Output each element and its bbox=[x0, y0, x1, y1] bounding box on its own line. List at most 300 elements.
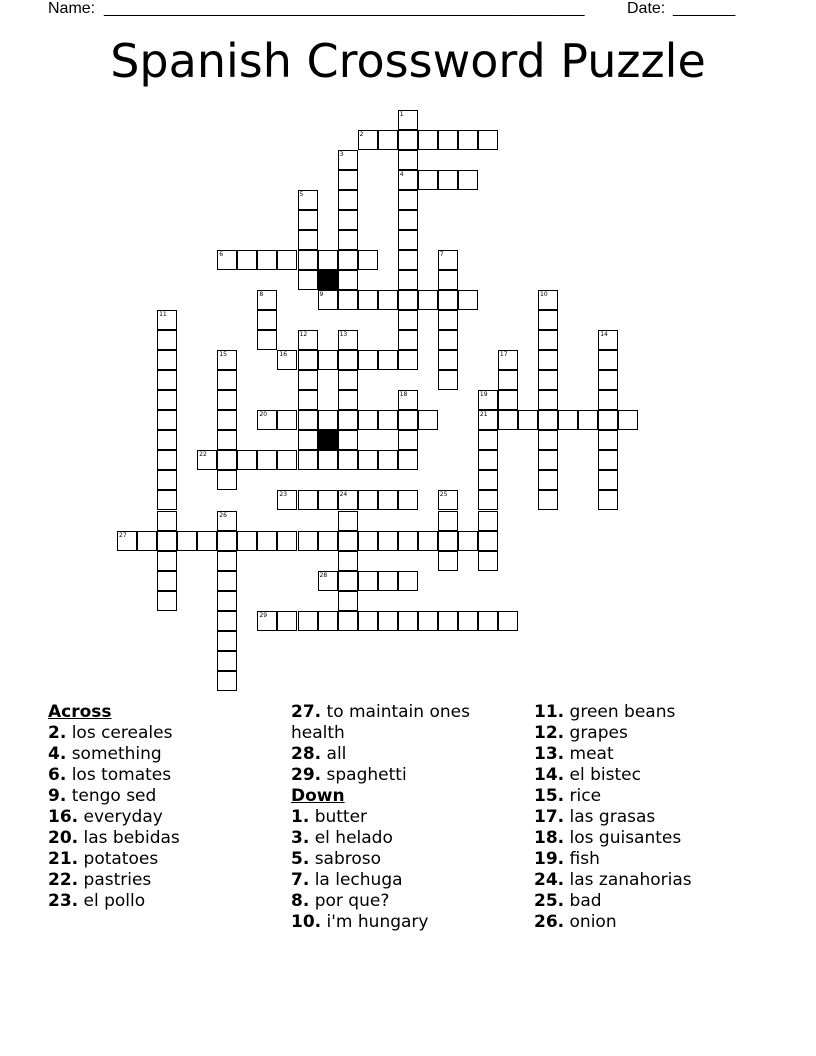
grid-cell[interactable] bbox=[418, 611, 438, 631]
grid-cell[interactable] bbox=[478, 410, 498, 430]
cell-number: 11 bbox=[159, 311, 167, 318]
grid-cell[interactable] bbox=[478, 611, 498, 631]
grid-cell[interactable] bbox=[318, 290, 338, 310]
grid-cell[interactable] bbox=[257, 250, 277, 270]
grid-cell[interactable] bbox=[217, 511, 237, 531]
grid-cell[interactable] bbox=[538, 290, 558, 310]
down-clue bbox=[291, 891, 521, 912]
down-clue bbox=[291, 807, 521, 828]
grid-cell[interactable] bbox=[378, 410, 398, 430]
grid-cell[interactable] bbox=[298, 531, 318, 551]
grid-cell[interactable] bbox=[478, 551, 498, 571]
cell-number: 24 bbox=[339, 491, 348, 499]
grid-cell[interactable] bbox=[438, 611, 458, 631]
clue-text: el bistec bbox=[569, 765, 641, 785]
clue-text: bad bbox=[569, 891, 602, 911]
down-clue bbox=[291, 870, 521, 891]
grid-cell[interactable] bbox=[217, 430, 237, 450]
grid-cell[interactable] bbox=[358, 290, 378, 310]
grid-cell[interactable] bbox=[438, 511, 458, 531]
clue-number: 23. bbox=[48, 891, 79, 911]
grid-cell[interactable] bbox=[298, 430, 318, 450]
clue-number: 5. bbox=[291, 849, 310, 869]
grid-cell[interactable] bbox=[598, 370, 618, 390]
grid-cell[interactable] bbox=[277, 450, 297, 470]
grid-cell[interactable] bbox=[478, 130, 498, 150]
grid-cell[interactable] bbox=[338, 150, 358, 170]
clue-number: 10. bbox=[291, 912, 322, 932]
grid-cell[interactable] bbox=[438, 490, 458, 510]
grid-cell[interactable] bbox=[378, 611, 398, 631]
cell-number: 28 bbox=[319, 571, 328, 579]
clue-text: grapes bbox=[569, 723, 628, 743]
grid-cell[interactable] bbox=[498, 611, 518, 631]
grid-cell[interactable] bbox=[398, 330, 418, 350]
grid-cell[interactable] bbox=[157, 350, 177, 370]
clue-text: i'm hungary bbox=[326, 912, 429, 932]
grid-cell[interactable] bbox=[578, 410, 598, 430]
grid-cell[interactable] bbox=[318, 531, 338, 551]
down-clue bbox=[291, 849, 521, 870]
grid-cell[interactable] bbox=[117, 531, 137, 551]
grid-cell[interactable] bbox=[358, 250, 378, 270]
grid-cell[interactable] bbox=[157, 490, 177, 510]
cell-number: 23 bbox=[279, 491, 288, 499]
clue-number: 20. bbox=[48, 828, 79, 848]
grid-cell[interactable] bbox=[598, 450, 618, 470]
grid-cell[interactable] bbox=[538, 410, 558, 430]
grid-cell[interactable] bbox=[538, 310, 558, 330]
clues-column-1 bbox=[48, 702, 278, 912]
grid-cell[interactable] bbox=[318, 571, 338, 591]
grid-cell[interactable] bbox=[257, 330, 277, 350]
clue-text: everyday bbox=[83, 807, 163, 827]
grid-cell[interactable] bbox=[378, 450, 398, 470]
grid-cell[interactable] bbox=[318, 490, 338, 510]
grid-cell[interactable] bbox=[157, 511, 177, 531]
down-clue bbox=[534, 723, 764, 744]
grid-cell[interactable] bbox=[217, 390, 237, 410]
cell-number: 16 bbox=[279, 351, 288, 359]
clue-text: to maintain ones health bbox=[291, 702, 470, 743]
grid-cell[interactable] bbox=[438, 350, 458, 370]
grid-cell[interactable] bbox=[298, 390, 318, 410]
grid-cell[interactable] bbox=[418, 290, 438, 310]
grid-cell[interactable] bbox=[518, 410, 538, 430]
grid-cell[interactable] bbox=[458, 290, 478, 310]
grid-cell[interactable] bbox=[217, 470, 237, 490]
clue-number: 17. bbox=[534, 807, 565, 827]
grid-cell[interactable] bbox=[438, 551, 458, 571]
grid-cell[interactable] bbox=[338, 571, 358, 591]
grid-cell[interactable] bbox=[558, 410, 578, 430]
across-clue bbox=[291, 702, 521, 744]
grid-cell[interactable] bbox=[298, 210, 318, 230]
grid-cell[interactable] bbox=[398, 170, 418, 190]
grid-cell[interactable] bbox=[298, 270, 318, 290]
grid-cell[interactable] bbox=[478, 531, 498, 551]
grid-cell[interactable] bbox=[398, 230, 418, 250]
grid-cell[interactable] bbox=[157, 330, 177, 350]
grid-cell[interactable] bbox=[217, 551, 237, 571]
clue-text: rice bbox=[569, 786, 602, 806]
grid-cell[interactable] bbox=[598, 350, 618, 370]
grid-cell[interactable] bbox=[378, 350, 398, 370]
grid-cell[interactable] bbox=[338, 270, 358, 290]
cell-number: 4 bbox=[399, 170, 404, 178]
grid-cell[interactable] bbox=[338, 230, 358, 250]
grid-cell[interactable] bbox=[257, 531, 277, 551]
across-heading: Across bbox=[48, 702, 112, 722]
grid-cell[interactable] bbox=[598, 430, 618, 450]
clue-text: las grasas bbox=[569, 807, 656, 827]
grid-cell[interactable] bbox=[538, 370, 558, 390]
grid-cell[interactable] bbox=[277, 531, 297, 551]
grid-cell[interactable] bbox=[157, 450, 177, 470]
grid-cell[interactable] bbox=[237, 531, 257, 551]
grid-cell[interactable] bbox=[458, 531, 478, 551]
grid-cell[interactable] bbox=[157, 370, 177, 390]
grid-cell[interactable] bbox=[478, 450, 498, 470]
grid-cell[interactable] bbox=[197, 531, 217, 551]
cell-number: 12 bbox=[299, 331, 308, 339]
grid-cell[interactable] bbox=[398, 430, 418, 450]
grid-cell[interactable] bbox=[398, 531, 418, 551]
grid-cell[interactable] bbox=[157, 410, 177, 430]
grid-cell[interactable] bbox=[498, 410, 518, 430]
clue-number: 26. bbox=[534, 912, 565, 932]
grid-cell[interactable] bbox=[498, 390, 518, 410]
grid-cell[interactable] bbox=[358, 571, 378, 591]
grid-cell[interactable] bbox=[418, 170, 438, 190]
grid-cell[interactable] bbox=[598, 410, 618, 430]
grid-cell[interactable] bbox=[157, 591, 177, 611]
grid-cell[interactable] bbox=[237, 250, 257, 270]
grid-cell[interactable] bbox=[217, 410, 237, 430]
clue-text: sabroso bbox=[314, 849, 382, 869]
grid-cell[interactable] bbox=[538, 430, 558, 450]
grid-cell[interactable] bbox=[538, 350, 558, 370]
grid-cell[interactable] bbox=[418, 410, 438, 430]
grid-cell[interactable] bbox=[378, 490, 398, 510]
grid-cell[interactable] bbox=[298, 450, 318, 470]
grid-cell[interactable] bbox=[277, 410, 297, 430]
grid-cell[interactable] bbox=[277, 490, 297, 510]
cell-number: 18 bbox=[399, 391, 408, 399]
grid-cell[interactable] bbox=[338, 611, 358, 631]
grid-cell[interactable] bbox=[418, 130, 438, 150]
clue-number: 25. bbox=[534, 891, 565, 911]
clue-number: 19. bbox=[534, 849, 565, 869]
across-clue bbox=[48, 744, 278, 765]
grid-cell[interactable] bbox=[338, 250, 358, 270]
grid-cell[interactable] bbox=[157, 310, 177, 330]
clue-number: 7. bbox=[291, 870, 310, 890]
down-clue bbox=[534, 912, 764, 933]
across-clue bbox=[48, 849, 278, 870]
clue-text: el pollo bbox=[83, 891, 146, 911]
grid-cell[interactable] bbox=[298, 190, 318, 210]
grid-cell[interactable] bbox=[257, 290, 277, 310]
grid-cell[interactable] bbox=[217, 350, 237, 370]
grid-cell[interactable] bbox=[378, 571, 398, 591]
grid-cell[interactable] bbox=[177, 531, 197, 551]
grid-cell[interactable] bbox=[538, 490, 558, 510]
grid-cell[interactable] bbox=[458, 130, 478, 150]
down-clue bbox=[534, 891, 764, 912]
clue-text: butter bbox=[314, 807, 368, 827]
grid-cell[interactable] bbox=[398, 490, 418, 510]
grid-cell[interactable] bbox=[318, 450, 338, 470]
grid-cell[interactable] bbox=[157, 470, 177, 490]
clue-text: green beans bbox=[569, 702, 676, 722]
grid-cell[interactable] bbox=[438, 250, 458, 270]
grid-cell[interactable] bbox=[318, 410, 338, 430]
grid-cell[interactable] bbox=[598, 470, 618, 490]
grid-cell[interactable] bbox=[398, 410, 418, 430]
grid-cell[interactable] bbox=[338, 531, 358, 551]
grid-cell[interactable] bbox=[398, 390, 418, 410]
date-field[interactable]: _______ bbox=[673, 0, 736, 17]
across-clue bbox=[48, 723, 278, 744]
grid-cell[interactable] bbox=[358, 410, 378, 430]
down-clue bbox=[534, 828, 764, 849]
grid-cell[interactable] bbox=[458, 170, 478, 190]
grid-cell[interactable] bbox=[338, 330, 358, 350]
cell-number: 29 bbox=[259, 611, 268, 619]
grid-cell[interactable] bbox=[398, 150, 418, 170]
grid-cell[interactable] bbox=[438, 330, 458, 350]
grid-cell[interactable] bbox=[338, 410, 358, 430]
clue-text: potatoes bbox=[83, 849, 159, 869]
grid-cell[interactable] bbox=[217, 631, 237, 651]
grid-cell[interactable] bbox=[157, 571, 177, 591]
clue-text: la lechuga bbox=[314, 870, 403, 890]
grid-cell[interactable] bbox=[157, 430, 177, 450]
cell-number: 13 bbox=[339, 331, 348, 339]
grid-cell[interactable] bbox=[277, 350, 297, 370]
grid-cell[interactable] bbox=[217, 671, 237, 691]
grid-cell[interactable] bbox=[358, 490, 378, 510]
across-clue bbox=[48, 870, 278, 891]
grid-cell[interactable] bbox=[538, 330, 558, 350]
grid-cell[interactable] bbox=[157, 551, 177, 571]
clue-text: meat bbox=[569, 744, 614, 764]
name-label: Name: bbox=[48, 0, 96, 17]
grid-cell[interactable] bbox=[338, 591, 358, 611]
grid-cell[interactable] bbox=[438, 370, 458, 390]
across-clue bbox=[48, 828, 278, 849]
down-clue bbox=[534, 849, 764, 870]
down-clue bbox=[291, 912, 521, 933]
clues-column-2 bbox=[291, 702, 521, 933]
grid-cell[interactable] bbox=[398, 290, 418, 310]
grid-cell[interactable] bbox=[338, 490, 358, 510]
grid-cell[interactable] bbox=[338, 511, 358, 531]
grid-cell[interactable] bbox=[438, 290, 458, 310]
grid-cell[interactable] bbox=[137, 531, 157, 551]
down-clue-list-continued bbox=[534, 702, 764, 933]
cell-number: 10 bbox=[540, 291, 548, 298]
grid-cell[interactable] bbox=[277, 250, 297, 270]
across-clue-list bbox=[48, 723, 278, 912]
grid-cell[interactable] bbox=[298, 410, 318, 430]
grid-cell[interactable] bbox=[298, 370, 318, 390]
grid-cell[interactable] bbox=[237, 450, 257, 470]
grid-cell[interactable] bbox=[217, 591, 237, 611]
grid-cell[interactable] bbox=[478, 470, 498, 490]
grid-cell[interactable] bbox=[398, 270, 418, 290]
grid-cell[interactable] bbox=[257, 410, 277, 430]
cell-number: 8 bbox=[259, 291, 264, 298]
grid-cell[interactable] bbox=[318, 350, 338, 370]
down-clue bbox=[534, 765, 764, 786]
clue-text: los guisantes bbox=[569, 828, 682, 848]
grid-cell[interactable] bbox=[438, 310, 458, 330]
down-clue-list bbox=[291, 807, 521, 933]
grid-cell[interactable] bbox=[538, 390, 558, 410]
grid-cell[interactable] bbox=[398, 210, 418, 230]
name-field[interactable]: ______________________________________________________ bbox=[104, 0, 585, 17]
grid-cell[interactable] bbox=[398, 190, 418, 210]
down-heading: Down bbox=[291, 786, 345, 806]
grid-cell[interactable] bbox=[498, 370, 518, 390]
grid-cell[interactable] bbox=[458, 611, 478, 631]
grid-cell[interactable] bbox=[398, 310, 418, 330]
grid-cell[interactable] bbox=[358, 450, 378, 470]
grid-cell[interactable] bbox=[398, 571, 418, 591]
down-clue bbox=[291, 828, 521, 849]
clues-column-3 bbox=[534, 702, 764, 933]
grid-cell[interactable] bbox=[338, 450, 358, 470]
grid-cell[interactable] bbox=[277, 611, 297, 631]
grid-cell[interactable] bbox=[217, 531, 237, 551]
grid-cell[interactable] bbox=[217, 370, 237, 390]
grid-cell[interactable] bbox=[378, 531, 398, 551]
clue-number: 4. bbox=[48, 744, 67, 764]
grid-cell[interactable] bbox=[538, 450, 558, 470]
grid-cell[interactable] bbox=[358, 130, 378, 150]
grid-cell[interactable] bbox=[298, 490, 318, 510]
grid-cell[interactable] bbox=[338, 170, 358, 190]
grid-cell[interactable] bbox=[378, 130, 398, 150]
grid-cell[interactable] bbox=[157, 531, 177, 551]
grid-cell[interactable] bbox=[598, 330, 618, 350]
grid-cell[interactable] bbox=[478, 490, 498, 510]
grid-cell[interactable] bbox=[338, 290, 358, 310]
grid-cell[interactable] bbox=[217, 651, 237, 671]
grid-cell[interactable] bbox=[438, 170, 458, 190]
grid-cell[interactable] bbox=[338, 190, 358, 210]
grid-cell[interactable] bbox=[338, 370, 358, 390]
clue-number: 2. bbox=[48, 723, 67, 743]
grid-cell[interactable] bbox=[318, 250, 338, 270]
grid-cell[interactable] bbox=[498, 350, 518, 370]
grid-cell[interactable] bbox=[538, 470, 558, 490]
grid-cell[interactable] bbox=[298, 350, 318, 370]
grid-cell[interactable] bbox=[478, 390, 498, 410]
cell-number: 2 bbox=[359, 130, 364, 138]
cell-number: 25 bbox=[439, 491, 448, 499]
grid-cell[interactable] bbox=[318, 611, 338, 631]
grid-cell[interactable] bbox=[598, 390, 618, 410]
cell-number: 6 bbox=[219, 250, 224, 258]
grid-cell[interactable] bbox=[398, 250, 418, 270]
grid-cell[interactable] bbox=[478, 430, 498, 450]
clue-number: 16. bbox=[48, 807, 79, 827]
clue-text: spaghetti bbox=[326, 765, 407, 785]
clue-number: 1. bbox=[291, 807, 310, 827]
grid-cell[interactable] bbox=[197, 450, 217, 470]
clue-number: 12. bbox=[534, 723, 565, 743]
cell-number: 14 bbox=[600, 331, 608, 339]
clue-text: all bbox=[326, 744, 347, 764]
cell-number: 5 bbox=[299, 190, 304, 198]
grid-cell[interactable] bbox=[257, 450, 277, 470]
grid-cell[interactable] bbox=[298, 330, 318, 350]
clue-number: 27. bbox=[291, 702, 322, 722]
clue-number: 15. bbox=[534, 786, 565, 806]
cell-number: 26 bbox=[219, 511, 227, 519]
clue-text: something bbox=[71, 744, 162, 764]
grid-cell[interactable] bbox=[217, 250, 237, 270]
grid-cell[interactable] bbox=[598, 490, 618, 510]
cell-number: 3 bbox=[339, 150, 344, 158]
grid-cell[interactable] bbox=[217, 450, 237, 470]
grid-cell[interactable] bbox=[438, 270, 458, 290]
grid-cell[interactable] bbox=[298, 230, 318, 250]
grid-cell[interactable] bbox=[438, 531, 458, 551]
grid-cell[interactable] bbox=[378, 290, 398, 310]
grid-cell[interactable] bbox=[338, 551, 358, 571]
grid-cell[interactable] bbox=[618, 410, 638, 430]
clue-number: 9. bbox=[48, 786, 67, 806]
cell-number: 22 bbox=[199, 451, 207, 459]
grid-cell[interactable] bbox=[398, 450, 418, 470]
down-clue bbox=[534, 807, 764, 828]
grid-cell[interactable] bbox=[358, 350, 378, 370]
grid-cell[interactable] bbox=[217, 611, 237, 631]
down-clue bbox=[534, 702, 764, 723]
clue-text: pastries bbox=[83, 870, 152, 890]
grid-cell[interactable] bbox=[398, 611, 418, 631]
cell-number: 20 bbox=[259, 411, 268, 419]
grid-cell[interactable] bbox=[257, 611, 277, 631]
clue-number: 22. bbox=[48, 870, 79, 890]
clue-number: 6. bbox=[48, 765, 67, 785]
grid-cell[interactable] bbox=[217, 571, 237, 591]
grid-cell[interactable] bbox=[338, 390, 358, 410]
grid-cell[interactable] bbox=[418, 531, 438, 551]
grid-cell[interactable] bbox=[157, 390, 177, 410]
grid-cell[interactable] bbox=[338, 430, 358, 450]
black-cell bbox=[318, 270, 338, 290]
grid-cell[interactable] bbox=[298, 611, 318, 631]
grid-cell[interactable] bbox=[398, 110, 418, 130]
grid-cell[interactable] bbox=[338, 350, 358, 370]
grid-cell[interactable] bbox=[358, 611, 378, 631]
grid-cell[interactable] bbox=[478, 511, 498, 531]
grid-cell[interactable] bbox=[438, 130, 458, 150]
clue-text: las bebidas bbox=[83, 828, 180, 848]
grid-cell[interactable] bbox=[358, 531, 378, 551]
clue-text: tengo sed bbox=[71, 786, 157, 806]
grid-cell[interactable] bbox=[398, 350, 418, 370]
grid-cell[interactable] bbox=[257, 310, 277, 330]
grid-cell[interactable] bbox=[338, 210, 358, 230]
grid-cell[interactable] bbox=[398, 130, 418, 150]
grid-cell[interactable] bbox=[298, 250, 318, 270]
